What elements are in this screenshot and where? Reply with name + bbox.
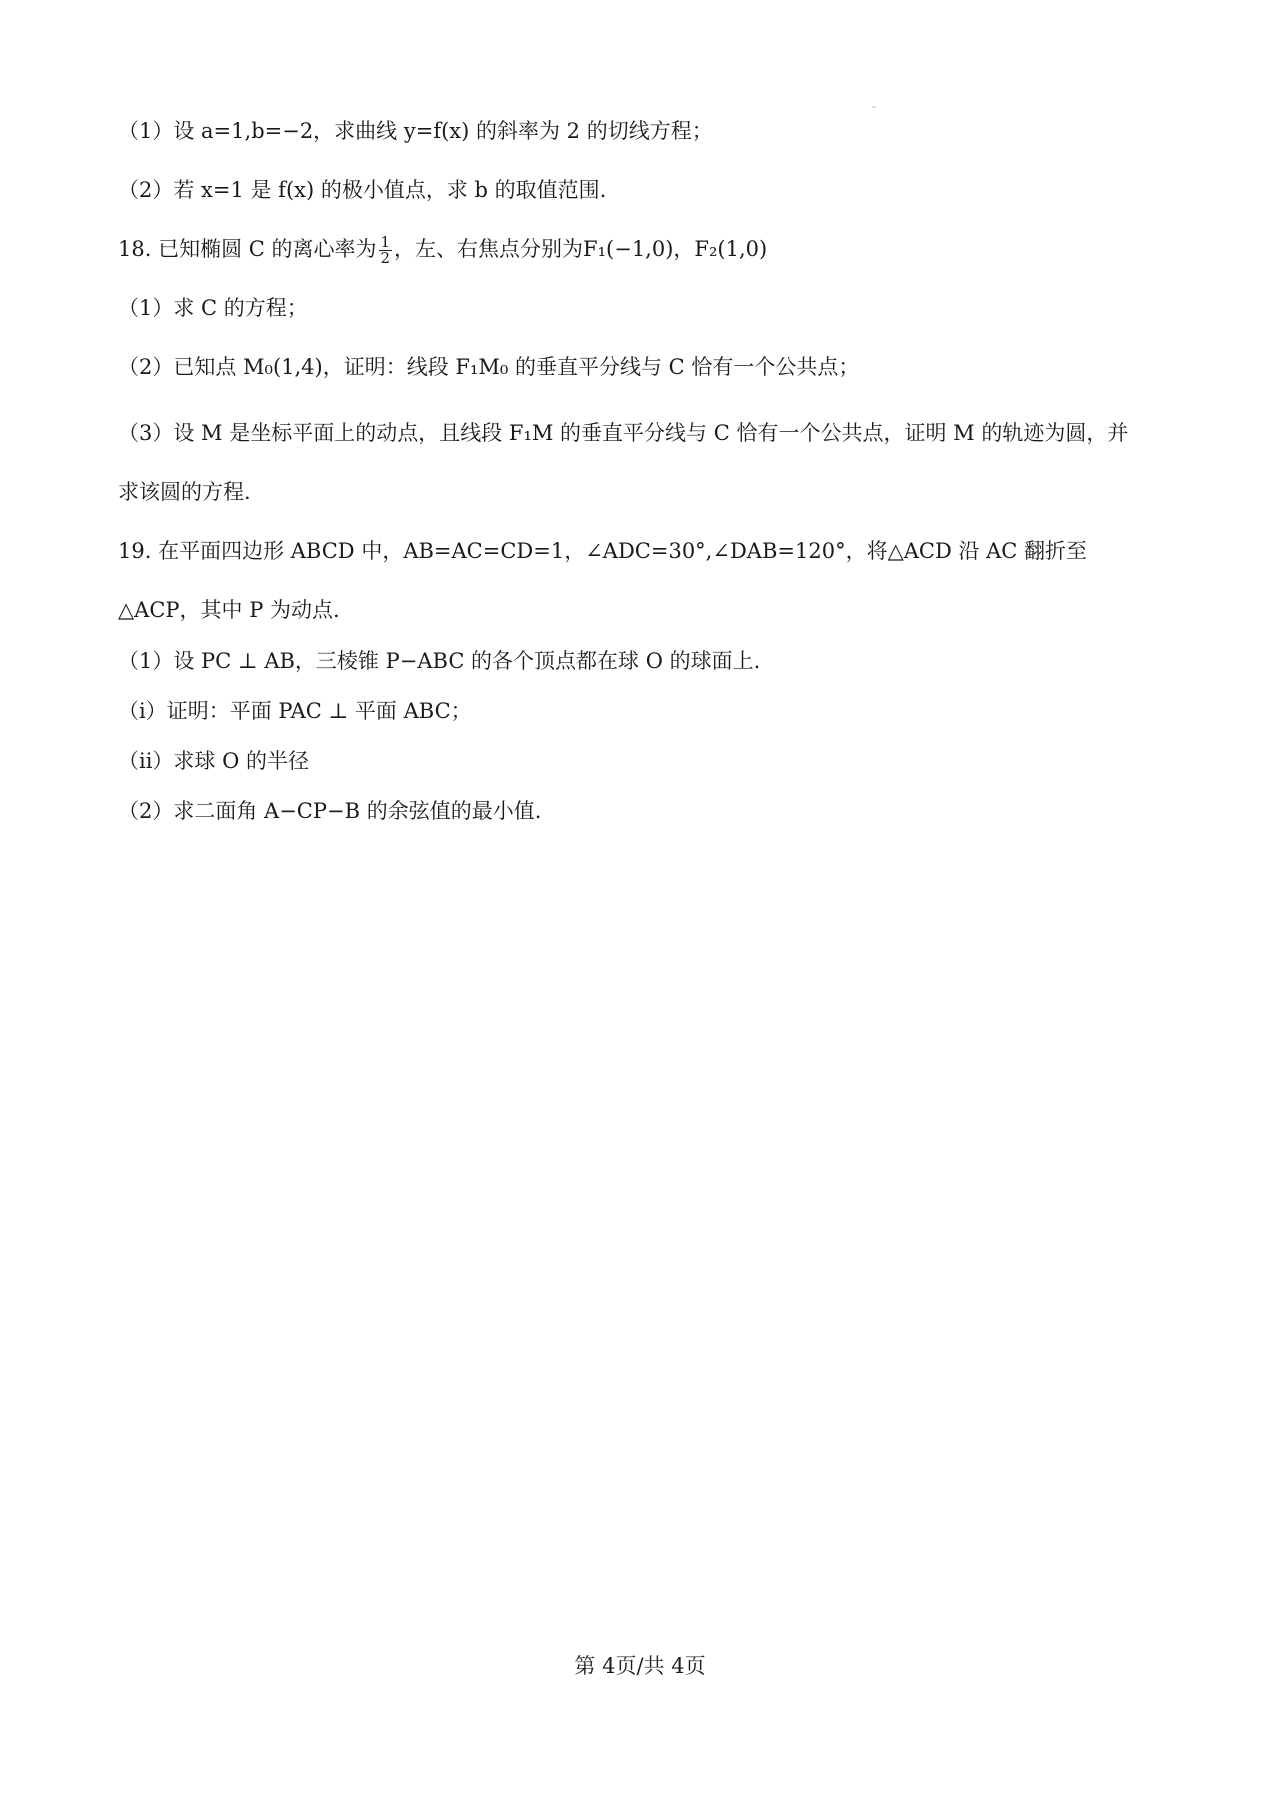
fraction-denominator: 2 [380,249,391,267]
page-footer: 第 4页/共 4页 [574,1654,706,1678]
scan-speck [872,106,876,108]
q18-stem-text-b: ，左、右焦点分别为F₁(−1,0)，F₂(1,0) [394,237,768,261]
q18-stem-text-a: 18. 已知椭圆 C 的离心率为 [118,237,377,261]
q19-part1: （1）设 PC ⊥ AB，三棱锥 P−ABC 的各个顶点都在球 O 的球面上. [118,649,761,673]
eccentricity-fraction [379,235,393,266]
q18-part2: （2）已知点 M₀(1,4)，证明：线段 F₁M₀ 的垂直平分线与 C 恰有一个公共点； [118,355,860,379]
q17-part1: （1）设 a=1,b=−2，求曲线 y=f(x) 的斜率为 2 的切线方程； [118,119,713,143]
q19-part1-ii: （ii）求球 O 的半径 [118,749,309,773]
fraction-numerator: 1 [380,233,391,251]
q18-part1: （1）求 C 的方程； [118,296,308,320]
q19-part2: （2）求二面角 A−CP−B 的余弦值的最小值. [118,799,542,823]
q19-part1-i: （i）证明：平面 PAC ⊥ 平面 ABC； [118,699,472,723]
q18-part3-line2: 求该圆的方程. [118,480,251,504]
q19-stem-line2: △ACP，其中 P 为动点. [118,598,340,622]
q17-part2: （2）若 x=1 是 f(x) 的极小值点，求 b 的取值范围. [118,178,607,202]
q18-stem [118,234,1178,266]
q18-part3-line1: （3）设 M 是坐标平面上的动点，且线段 F₁M 的垂直平分线与 C 恰有一个公共点，证明 M 的轨迹为圆，并 [118,421,1129,445]
q19-stem-line1: 19. 在平面四边形 ABCD 中，AB=AC=CD=1，∠ADC=30°,∠DAB=120°，将△ACD 沿 AC 翻折至 [118,539,1088,563]
